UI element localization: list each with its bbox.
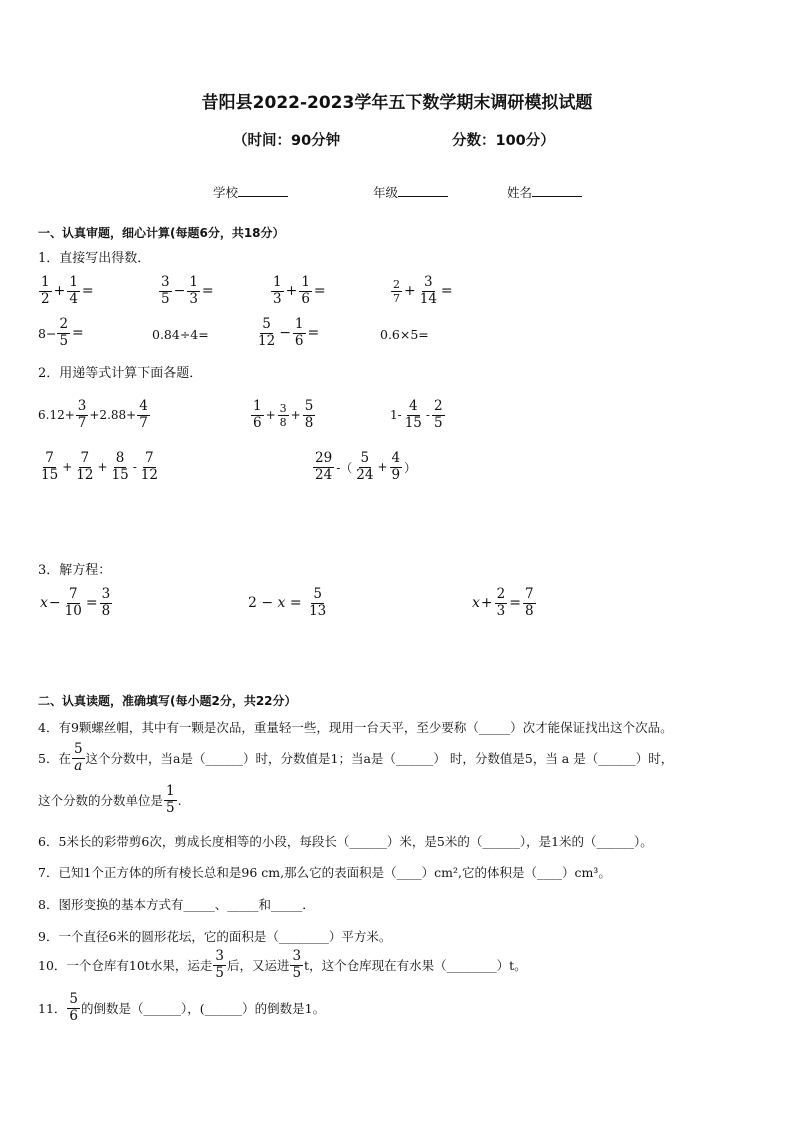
q2-label: 2．用递等式计算下面各题． xyxy=(38,366,203,381)
q1-h: 0.6×5= xyxy=(380,327,429,342)
q11: 11． $\frac{5}{6}$ 的倒数是（______），(______）的倒数是1。 xyxy=(38,991,326,1024)
page-title: 昔阳县2022-2023学年五下数学期末调研模拟试题 xyxy=(201,93,593,113)
grade-label: 年级 xyxy=(373,185,399,200)
q8: 8．图形变换的基本方式有_____、_____和_____． xyxy=(38,897,315,912)
q1-label: 1．直接写出得数． xyxy=(38,251,151,266)
q9: 9．一个直径6米的圆形花坛，它的面积是（________）平方米。 xyxy=(38,929,392,944)
q1-g: $\frac{5}{12}$ − $\frac{1}{6}$ = xyxy=(258,316,320,349)
q4: 4．有9颗螺丝帽，其中有一颗是次品，重量轻一些，现用一台天平，至少要称（_____）次才能保证找出这个次品。 xyxy=(38,720,673,735)
q1-d: $\frac{2}{7}$ + $\frac{3}{14}$ = xyxy=(393,274,453,307)
q5-line1: 5．在 $\frac{5}{a}$ 这个分数中，当a是（______）时，分数值是1；当a是（______） 时，分数值是5，当 a 是（______）时， xyxy=(38,741,674,774)
q1-a: $\frac{1}{2}$ + $\frac{1}{4}$ = xyxy=(41,274,94,307)
section2-heading: 二、认真读题，准确填写(每小题2分，共22分） xyxy=(38,694,297,708)
q6: 6．5米长的彩带剪6次，剪成长度相等的小段，每段长（______）米，是5米的（______），是1米的（______）。 xyxy=(38,834,653,849)
q1-c: $\frac{1}{3}$ + $\frac{1}{6}$ = xyxy=(273,274,326,307)
q5-line2: 这个分数的分数单位是 $\frac{1}{5}$ . xyxy=(38,783,182,816)
q1-e: 8− $\frac{2}{5}$ = xyxy=(38,316,84,349)
school-label: 学校 xyxy=(213,185,239,200)
q2-e: $\frac{29}{24}$ -（ $\frac{5}{24}$ + $\frac{4}{9}$ ） xyxy=(315,450,417,483)
q10: 10．一个仓库有10t水果，运走 $\frac{3}{5}$ 后，又运进 $\frac{3}{5}$ t，这个仓库现在有水果（________）t。 xyxy=(38,948,527,981)
q2-a: 6.12+ $\frac{3}{7}$ +2.88+ $\frac{4}{7}$ xyxy=(38,398,148,431)
q3-c: x + $\frac{2}{3}$ = $\frac{7}{8}$ xyxy=(472,586,534,619)
q2-d: $\frac{7}{15}$ + $\frac{7}{12}$ + $\frac{8}{15}$ - $\frac{7}{12}$ xyxy=(41,450,158,483)
q2-b: $\frac{1}{6}$ + $\frac{3}{8}$ + $\frac{5}{8}$ xyxy=(253,398,314,431)
name-field[interactable] xyxy=(507,182,582,201)
exam-score: 分数：100分） xyxy=(452,133,555,149)
q3-b: 2 − x = $\frac{5}{13}$ xyxy=(248,586,327,619)
q1-b: $\frac{3}{5}$ − $\frac{1}{3}$ = xyxy=(161,274,214,307)
q7: 7．已知1个正方体的所有棱长总和是96 cm,那么它的表面积是（____）cm²,它的体积是（____）cm³。 xyxy=(38,865,611,880)
name-label: 姓名 xyxy=(507,185,533,200)
grade-field[interactable] xyxy=(373,182,448,201)
section1-heading: 一、认真审题，细心计算(每题6分，共18分） xyxy=(38,226,285,240)
exam-time: （时间：90分钟 xyxy=(233,133,341,149)
q3-label: 3．解方程： xyxy=(38,563,112,578)
q3-a: x − $\frac{7}{10}$ = $\frac{3}{8}$ xyxy=(40,586,111,619)
q1-f: 0.84÷4= xyxy=(152,327,209,342)
school-field[interactable] xyxy=(213,182,288,201)
q2-c: 1- $\frac{4}{15}$ - $\frac{2}{5}$ xyxy=(390,398,443,431)
